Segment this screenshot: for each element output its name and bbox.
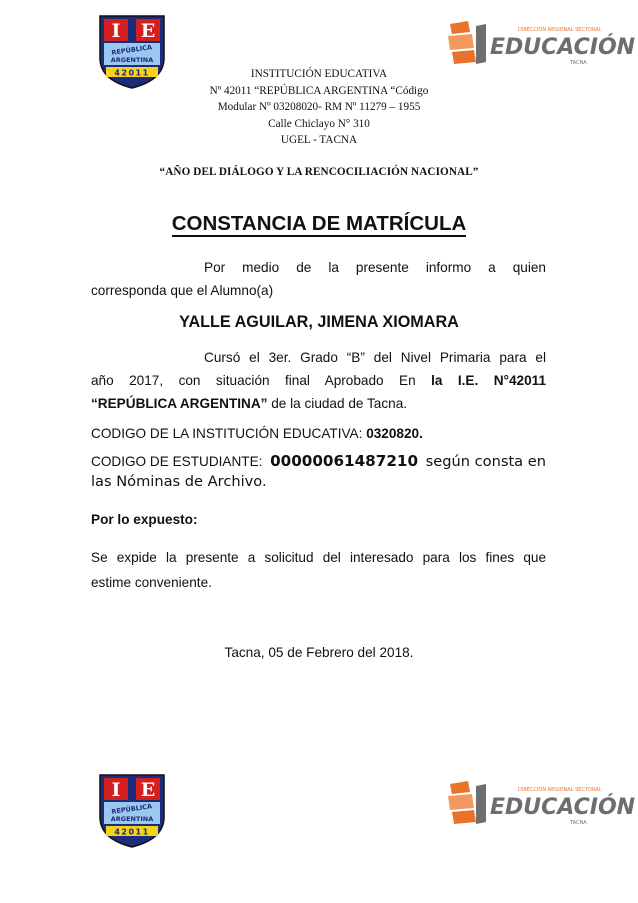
svg-text:REPÚBLICA: REPÚBLICA [110, 802, 153, 816]
header-line-1: INSTITUCIÓN EDUCATIVA [250, 68, 388, 80]
course-paragraph [91, 346, 546, 416]
expide-line-1: Se expide la presente a solicitud del interesado para los fines que [91, 550, 546, 565]
document-title: CONSTANCIA DE MATRÍCULA [171, 212, 467, 235]
svg-text:EDUCACIÓN: EDUCACIÓN [490, 35, 636, 60]
svg-text:DIRECCIÓN REGIONAL SECTORAL: DIRECCIÓN REGIONAL SECTORAL [518, 27, 602, 33]
svg-text:EDUCACIÓN: EDUCACIÓN [490, 795, 636, 820]
expide-line-2: estime conveniente. [91, 575, 212, 590]
institution-code-line: CODIGO DE LA INSTITUCIÓN EDUCATIVA: 0320820. [91, 426, 423, 441]
expide-paragraph [91, 545, 546, 595]
header-line-4: Calle Chiclayo N° 310 [268, 117, 370, 130]
svg-text:REPÚBLICA: REPÚBLICA [110, 43, 153, 57]
course-line-2: año 2017, con situación final Aprobado En la I.E. N°42011 [91, 373, 547, 389]
header-line-2: Nº 42011 “REPÚBLICA ARGENTINA “Código [209, 84, 429, 97]
educacion-brand-logo-footer [446, 778, 636, 830]
educacion-brand-logo [446, 18, 636, 70]
year-motto: “AÑO DEL DIÁLOGO Y LA RENCOCILIACIÓN NACIONAL” [159, 166, 479, 178]
svg-text:42011: 42011 [114, 827, 150, 837]
svg-text:E: E [140, 779, 156, 801]
svg-text:TACNA: TACNA [570, 820, 587, 826]
por-lo-expuesto: Por lo expuesto: [91, 512, 198, 527]
svg-text:I: I [111, 20, 121, 42]
intro-line-2: corresponda que el Alumno(a) [91, 283, 274, 299]
intro-line-1: Por medio de la presente informo a quien [204, 260, 546, 275]
header-line-5: UGEL - TACNA [280, 134, 358, 146]
svg-text:I: I [111, 779, 121, 801]
student-code-value: 00000061487210 [270, 452, 419, 470]
svg-text:E: E [140, 20, 156, 42]
svg-text:DIRECCIÓN REGIONAL SECTORAL: DIRECCIÓN REGIONAL SECTORAL [518, 787, 602, 793]
school-crest-logo-footer [98, 773, 166, 849]
course-line-3: “REPÚBLICA ARGENTINA” de la ciudad de Tacna. [91, 396, 408, 412]
svg-text:42011: 42011 [114, 68, 150, 78]
header-line-3: Modular Nº 03208020- RM Nº 11279 – 1955 [217, 101, 421, 113]
date-line: Tacna, 05 de Febrero del 2018. [224, 645, 414, 660]
institution-code-value: 0320820. [366, 426, 423, 441]
student-code-block: CODIGO DE ESTUDIANTE: 00000061487210 según consta en las Nóminas de Archivo. [91, 452, 546, 490]
archive-note: las Nóminas de Archivo. [91, 473, 267, 490]
svg-text:ARGENTINA: ARGENTINA [110, 56, 154, 64]
institution-header [0, 66, 638, 149]
course-line-1: Cursó el 3er. Grado “B” del Nivel Primaria para el [204, 350, 546, 365]
svg-text:TACNA: TACNA [570, 60, 587, 66]
intro-paragraph [91, 256, 546, 302]
student-name: YALLE AGUILAR, JIMENA XIOMARA [179, 313, 459, 331]
svg-text:ARGENTINA: ARGENTINA [110, 815, 154, 823]
